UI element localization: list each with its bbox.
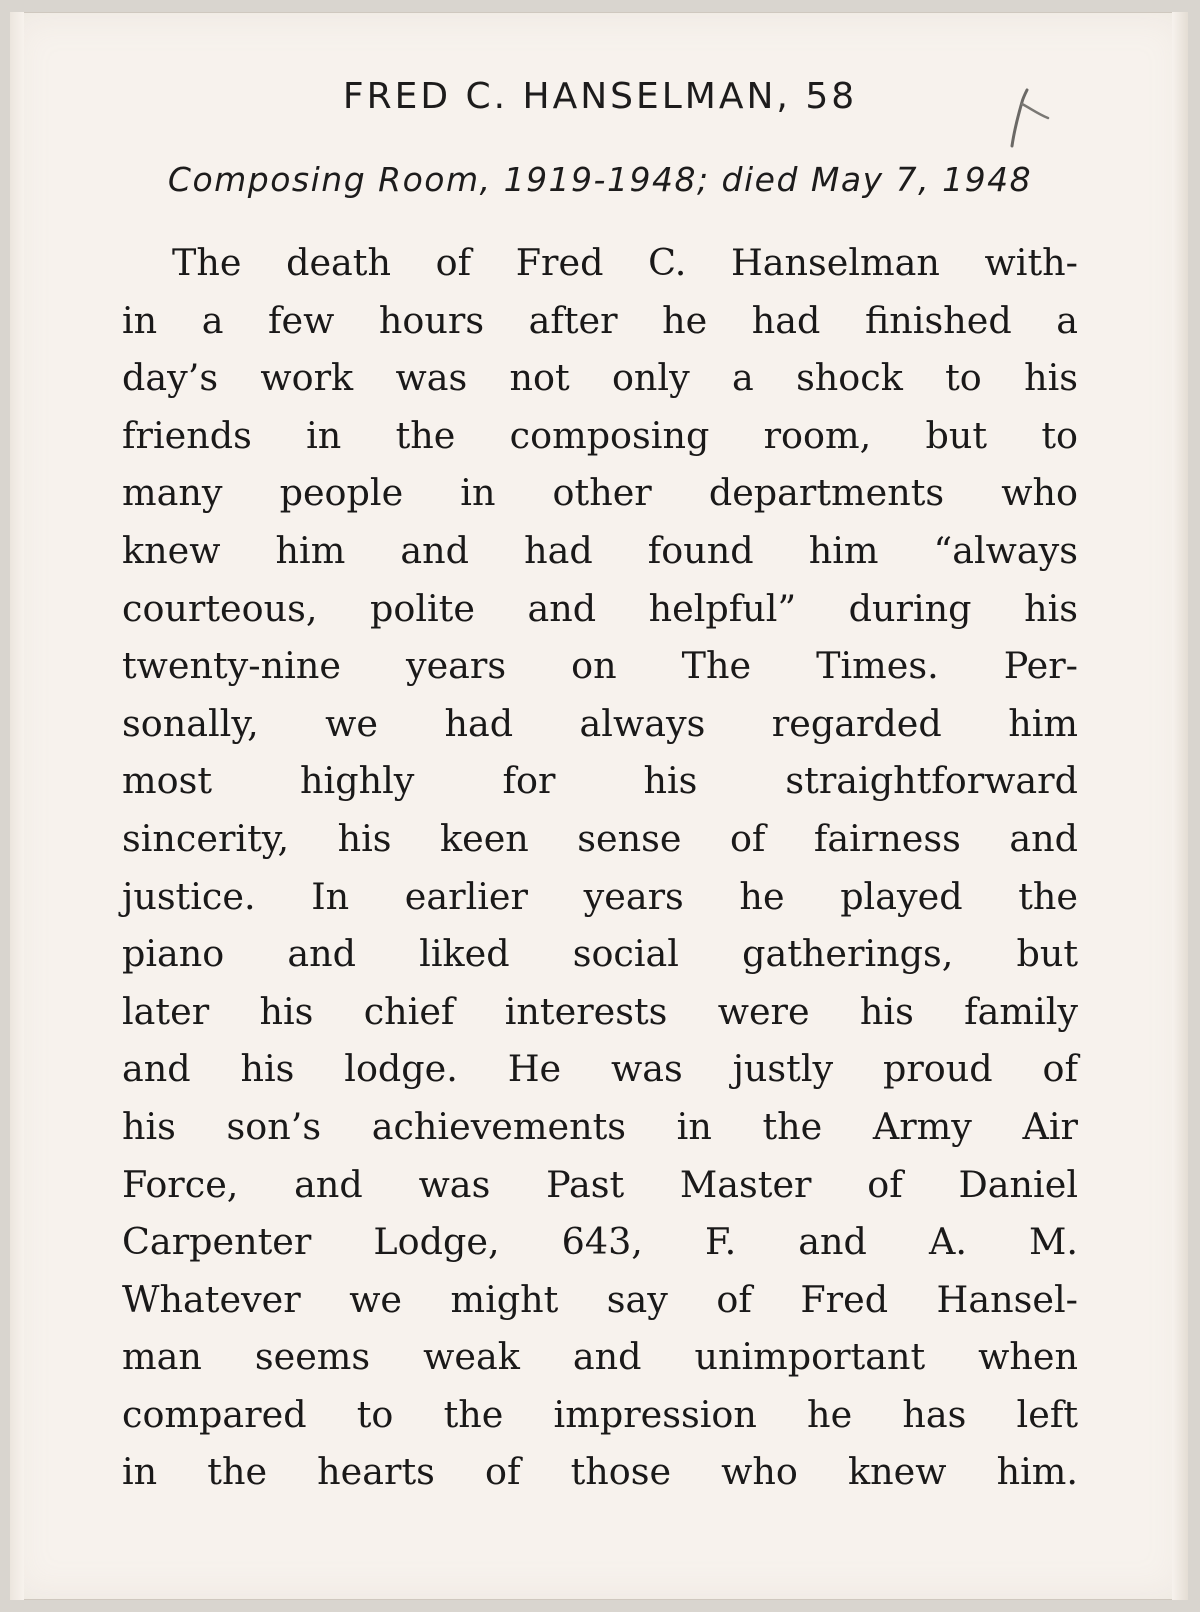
body-line: Whatever we might say of Fred Hansel- xyxy=(122,1277,1078,1321)
body-line: in a few hours after he had finished a xyxy=(122,298,1078,342)
body-line: knew him and had found him “always xyxy=(122,528,1078,572)
body-line: in the hearts of those who knew him. xyxy=(122,1450,1078,1494)
body-line: compared to the impression he has left xyxy=(122,1392,1078,1436)
body-line: later his chief interests were his family xyxy=(122,989,1078,1033)
body-line: many people in other departments who xyxy=(122,471,1078,515)
body-line: Force, and was Past Master of Daniel xyxy=(122,1162,1078,1206)
body-line: The death of Fred C. Hanselman with- xyxy=(172,241,1078,284)
body-line: man seems weak and unimportant when xyxy=(122,1335,1078,1379)
scan-edge-right xyxy=(1172,12,1188,1600)
body-line: sonally, we had always regarded him xyxy=(122,701,1078,745)
body-line: sincerity, his keen sense of fairness and xyxy=(122,816,1078,860)
body-line: courteous, polite and helpful” during his xyxy=(122,586,1078,630)
body-line: piano and liked social gatherings, but xyxy=(122,932,1078,976)
body-line: day’s work was not only a shock to his xyxy=(122,356,1078,400)
scan-edge-left xyxy=(10,12,24,1600)
handwritten-check-mark-icon xyxy=(1000,84,1060,154)
body-line: his son’s achievements in the Army Air xyxy=(122,1104,1078,1148)
body-line: Carpenter Lodge, 643, F. and A. M. xyxy=(122,1220,1078,1264)
body-line: justice. In earlier years he played the xyxy=(122,874,1078,918)
obituary-subhead: Composing Room, 1919-1948; died May 7, 1948 xyxy=(167,160,1033,199)
obituary-headline: FRED C. HANSELMAN, 58 xyxy=(342,76,858,117)
body-line: twenty-nine years on The Times. Per- xyxy=(122,644,1078,688)
obituary-body xyxy=(122,234,1078,1501)
body-line: friends in the composing room, but to xyxy=(122,413,1078,457)
body-line: most highly for his straightforward xyxy=(122,759,1078,803)
body-line: and his lodge. He was justly proud of xyxy=(122,1047,1078,1091)
